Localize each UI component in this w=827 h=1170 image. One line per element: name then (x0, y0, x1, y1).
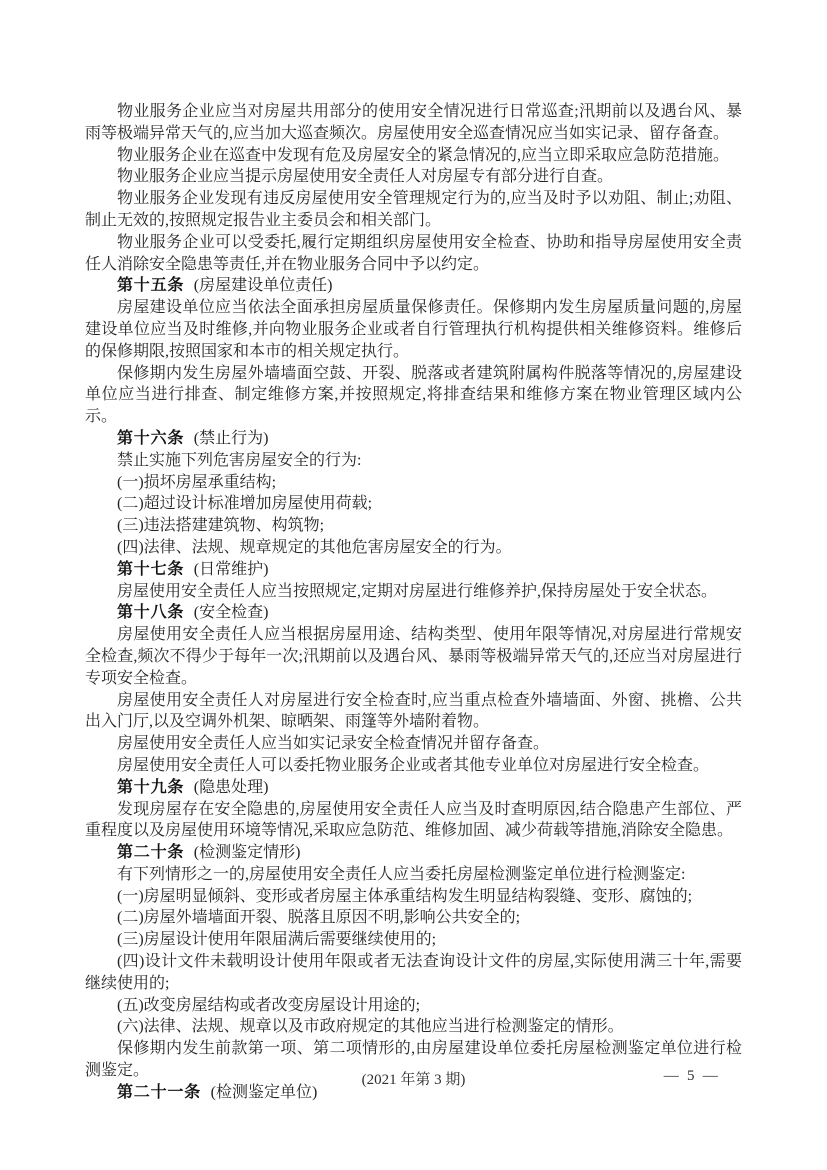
article-title: (日常维护) (193, 560, 269, 578)
body-paragraph: 物业服务企业发现有违反房屋使用安全管理规定行为的,应当及时予以劝阻、制止;劝阻、制止无效的,按照规定报告业主委员会和相关部门。 (85, 190, 742, 229)
article-number: 第十六条 (117, 429, 185, 447)
article-number: 第十八条 (117, 604, 185, 622)
article-title: (禁止行为) (193, 429, 269, 447)
body-paragraph: 房屋使用安全责任人应当根据房屋用途、结构类型、使用年限等情况,对房屋进行常规安全检查,频次不得少于每年一次;汛期前以及遇台风、暴雨等极端异常天气的,还应当对房屋进行专项安全检查。 (85, 626, 742, 687)
body-paragraph: 有下列情形之一的,房屋使用安全责任人应当委托房屋检测鉴定单位进行检测鉴定: (117, 865, 686, 883)
body-paragraph: 房屋建设单位应当依法全面承担房屋质量保修责任。保修期内发生房屋质量问题的,房屋建设单位应当及时维修,并向物业服务企业或者自行管理执行机构提供相关维修资料。维修后的保修期限,按照国家和本市的相关规定执行。 (85, 299, 742, 360)
article-title: (房屋建设单位责任) (193, 277, 333, 295)
document-body (85, 101, 742, 1104)
article-number: 第十七条 (117, 560, 185, 578)
article-title: (隐患处理) (193, 778, 269, 796)
article-number: 第十五条 (117, 277, 185, 295)
body-paragraph: (二)超过设计标准增加房屋使用荷载; (117, 495, 373, 513)
body-paragraph: 禁止实施下列危害房屋安全的行为: (117, 451, 362, 469)
page-number: — 5 — (663, 1068, 720, 1084)
article-number: 第十九条 (117, 778, 185, 796)
article-heading (85, 842, 742, 864)
body-paragraph: 房屋使用安全责任人对房屋进行安全检查时,应当重点检查外墙墙面、外窗、挑檐、公共出入门厅,以及空调外机架、晾晒架、雨篷等外墙附着物。 (85, 691, 742, 731)
body-paragraph: 物业服务企业在巡查中发现有危及房屋安全的紧急情况的,应当立即采取应急防范措施。 (117, 146, 730, 164)
article-heading (85, 559, 742, 581)
body-paragraph: (五)改变房屋结构或者改变房屋设计用途的; (117, 996, 421, 1014)
body-paragraph: (三)违法搭建建筑物、构筑物; (117, 517, 325, 535)
body-paragraph: (四)法律、法规、规章规定的其他危害房屋安全的行为。 (117, 538, 512, 556)
body-paragraph: 发现房屋存在安全隐患的,房屋使用安全责任人应当及时查明原因,结合隐患产生部位、严重程度以及房屋使用环境等情况,采取应急防范、维修加固、减少荷载等措施,消除安全隐患。 (85, 800, 742, 840)
body-paragraph: (一)房屋明显倾斜、变形或者房屋主体承重结构发生明显结构裂缝、变形、腐蚀的; (117, 887, 693, 905)
article-heading (85, 275, 742, 297)
article-number: 第二十一条 (117, 1083, 202, 1101)
body-paragraph: 物业服务企业应当对房屋共用部分的使用安全情况进行日常巡查;汛期前以及遇台风、暴雨等极端异常天气的,应当加大巡查频次。房屋使用安全巡查情况应当如实记录、留存备查。 (85, 103, 742, 142)
article-heading (85, 602, 742, 624)
article-title: (安全检查) (193, 604, 269, 622)
body-paragraph: 保修期内发生前款第一项、第二项情形的,由房屋建设单位委托房屋检测鉴定单位进行检测鉴定。 (85, 1040, 742, 1080)
article-heading (85, 428, 742, 450)
article-title: (检测鉴定情形) (193, 844, 301, 862)
body-paragraph: (六)法律、法规、规章以及市政府规定的其他应当进行检测鉴定的情形。 (117, 1018, 624, 1036)
body-paragraph: 房屋使用安全责任人应当如实记录安全检查情况并留存备查。 (117, 735, 550, 753)
issue-label: (2021 年第 3 期) (361, 1072, 466, 1088)
body-paragraph: 房屋使用安全责任人可以委托物业服务企业或者其他专业单位对房屋进行安全检查。 (117, 756, 710, 774)
body-paragraph: (二)房屋外墙墙面开裂、脱落且原因不明,影响公共安全的; (117, 909, 521, 927)
body-paragraph: 物业服务企业可以受委托,履行定期组织房屋使用安全检查、协助和指导房屋使用安全责任人消除安全隐患等责任,并在物业服务合同中予以约定。 (85, 233, 742, 273)
article-title: (检测鉴定单位) (210, 1083, 318, 1101)
body-paragraph: (四)设计文件未载明设计使用年限或者无法查询设计文件的房屋,实际使用满三十年,需要继续使用的; (85, 953, 742, 992)
body-paragraph: 保修期内发生房屋外墙墙面空鼓、开裂、脱落或者建筑附属构件脱落等情况的,房屋建设单位应当进行排查、制定维修方案,并按照规定,将排查结果和维修方案在物业管理区域内公示。 (85, 364, 742, 426)
page-footer (0, 1068, 827, 1092)
body-paragraph: 房屋使用安全责任人应当按照规定,定期对房屋进行维修养护,保持房屋处于安全状态。 (117, 582, 718, 600)
body-paragraph: (三)房屋设计使用年限届满后需要继续使用的; (117, 931, 437, 949)
body-paragraph: (一)损坏房屋承重结构; (117, 473, 277, 491)
article-number: 第二十条 (117, 844, 185, 862)
body-paragraph: 物业服务企业应当提示房屋使用安全责任人对房屋专有部分进行自查。 (117, 168, 614, 186)
article-heading (85, 777, 742, 799)
